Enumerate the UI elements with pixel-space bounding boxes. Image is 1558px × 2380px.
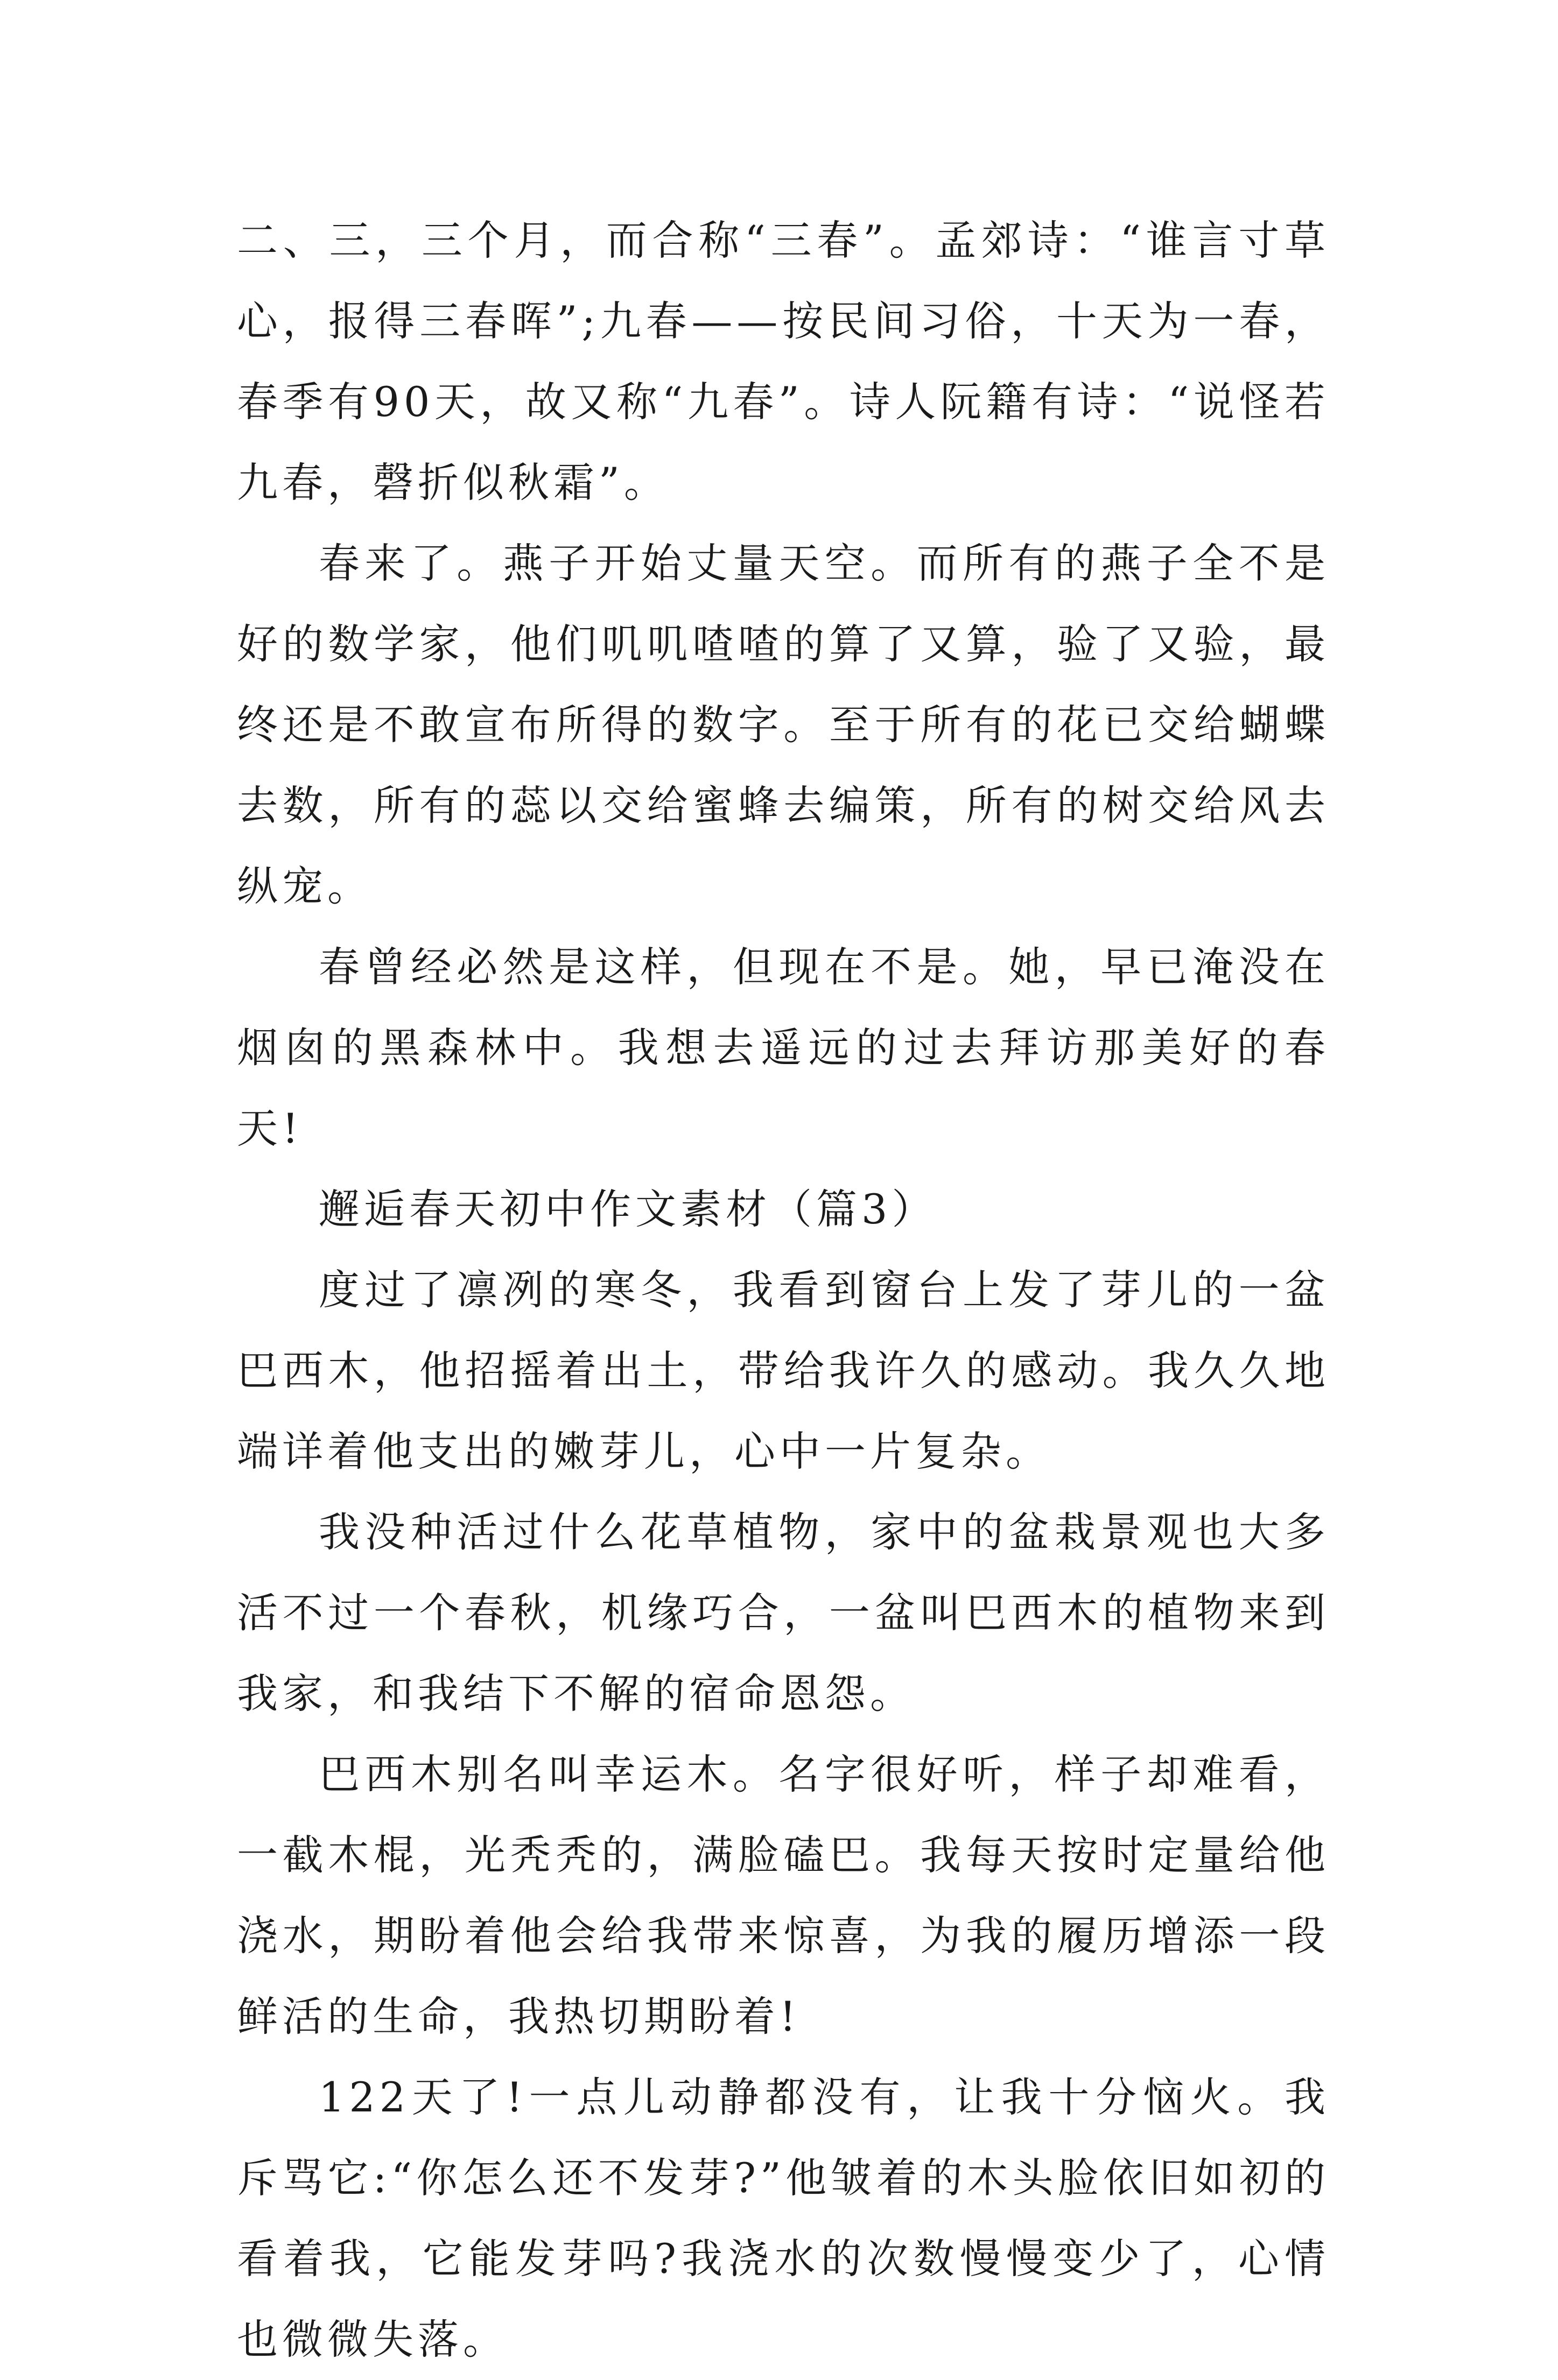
paragraph-3: 春曾经必然是这样，但现在不是。她，早已淹没在烟囱的黑森林中。我想去遥远的过去拜访那美好的春天! [237, 943, 1330, 1152]
paragraph-1: 二、三，三个月，而合称“三春”。孟郊诗：“谁言寸草心，报得三春晖”;九春——按民间习俗，十天为一春，春季有90天，故又称“九春”。诗人阮籍有诗：“说怪若九春，磬折似秋霜”。 [237, 216, 1330, 506]
paragraph-4: 度过了凛冽的寒冬，我看到窗台上发了芽儿的一盆巴西木，他招摇着出土，带给我许久的感动。我久久地端详着他支出的嫩芽儿，心中一片复杂。 [237, 1266, 1330, 1475]
paragraph-7: 122天了!一点儿动静都没有，让我十分恼火。我斥骂它:“你怎么还不发芽?”他皱着的木头脸依旧如初的看着我，它能发芽吗?我浇水的次数慢慢变少了，心情也微微失落。 [237, 2073, 1330, 2363]
paragraph-2: 春来了。燕子开始丈量天空。而所有的燕子全不是好的数学家，他们叽叽喳喳的算了又算，验了又验，最终还是不敢宣布所得的数字。至于所有的花已交给蝴蝶去数，所有的蕊以交给蜜蜂去编策，所有的树交给风去纵宠。 [237, 539, 1330, 910]
paragraph-5: 我没种活过什么花草植物，家中的盆栽景观也大多活不过一个春秋，机缘巧合，一盆叫巴西木的植物来到我家，和我结下不解的宿命恩怨。 [237, 1508, 1330, 1717]
paragraph-6: 巴西木别名叫幸运木。名字很好听，样子却难看，一截木棍，光秃秃的，满脸磕巴。我每天按时定量给他浇水，期盼着他会给我带来惊喜，为我的履历增添一段鲜活的生命，我热切期盼着! [237, 1750, 1330, 2040]
section-heading: 邂逅春天初中作文素材（篇3） [319, 1185, 937, 1233]
body-text [237, 200, 1330, 2380]
